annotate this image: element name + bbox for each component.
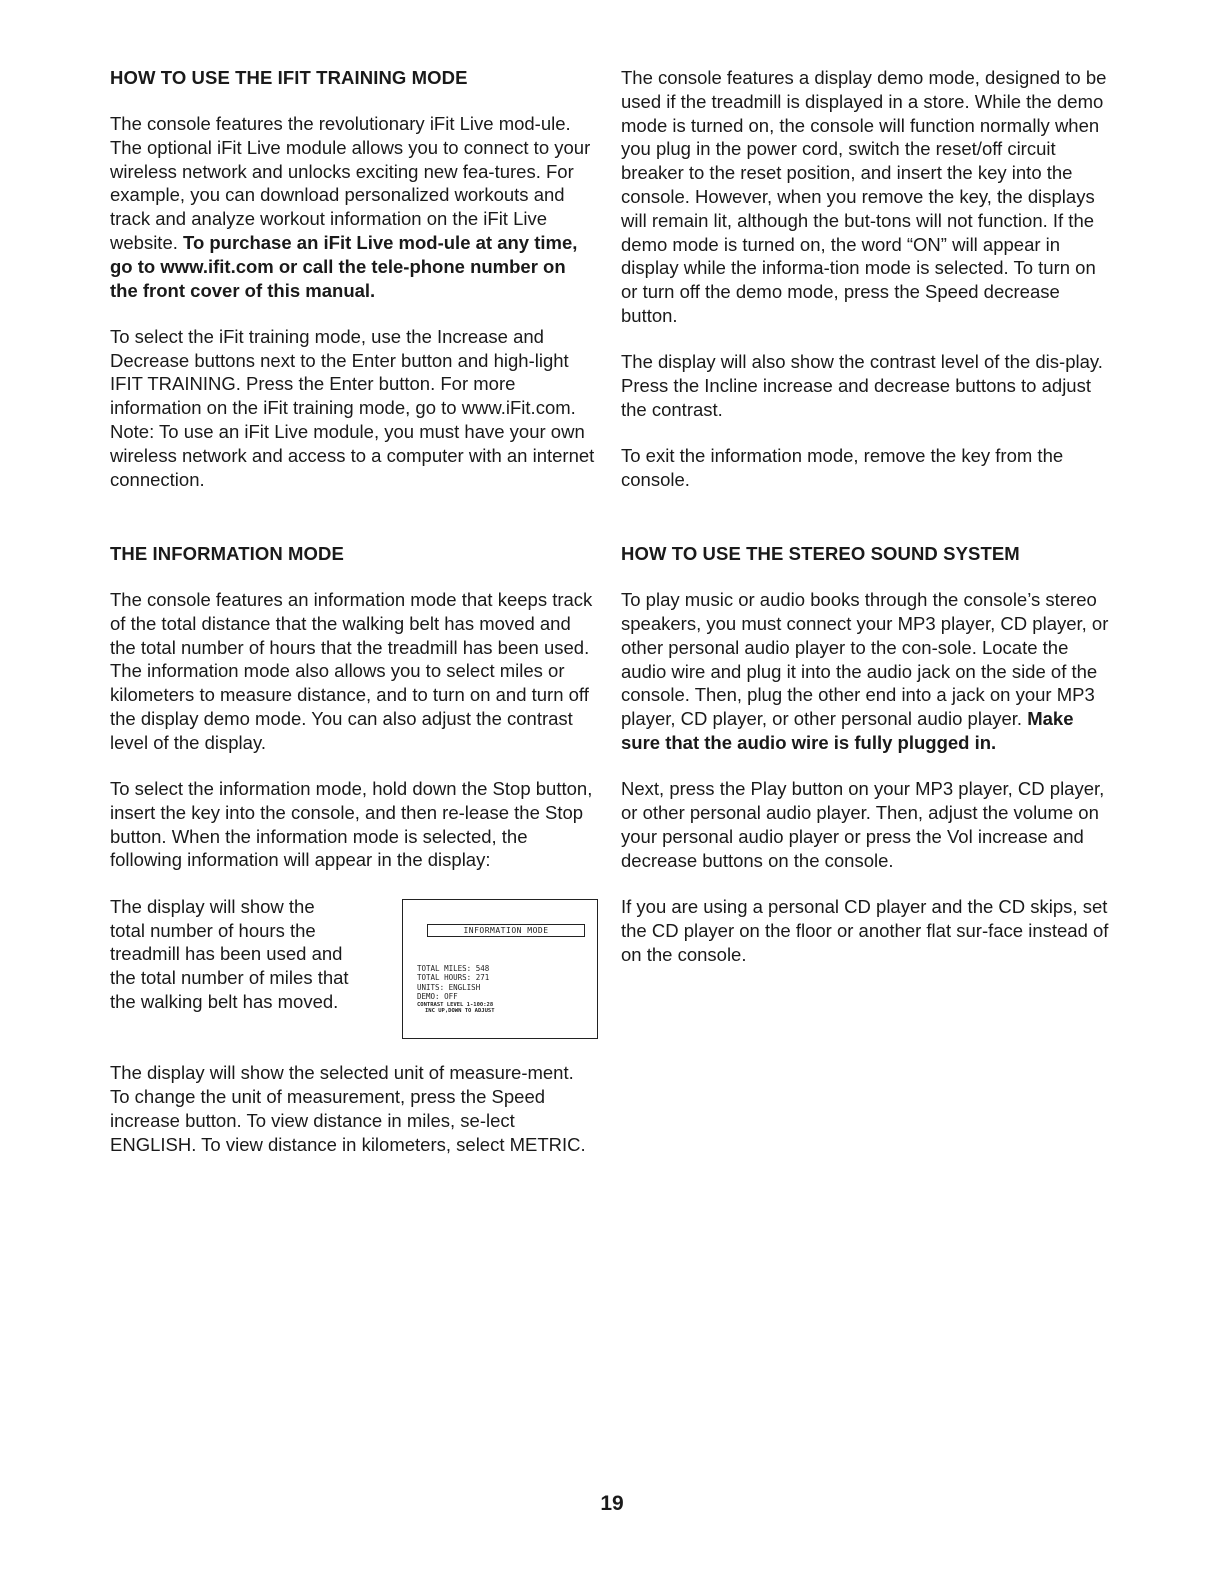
info-paragraph-4: The display will show the selected unit of measure-ment. To change the unit of measurement, press the Speed increase button. To view distance in miles, se-lect ENGLISH. To view distance in kilometers, select METRIC. xyxy=(110,1062,586,1155)
stereo-paragraph-1-text: To play music or audio books through the console’s stereo speakers, you must connect your MP3 player, CD player, or other personal audio player to the con-sole. Locate the audio wire and plug it into the audio jack on the side of the console. Then, plug the other end into a jack on your MP3 player, CD player, or other personal audio player. xyxy=(621,589,1109,730)
ifit-paragraph-1-text: The console features the revolutionary iFit Live mod-ule. The optional iFit Live module allows you to connect to your wireless network and unlocks exciting new fea-tures. For example, you can download personalized workouts and track and analyze workout information on the iFit Live website. xyxy=(110,113,591,253)
demo-paragraph-2: The display will also show the contrast level of the dis-play. Press the Incline increase and decrease buttons to adjust the contrast. xyxy=(621,351,1103,420)
lcd-contrast: CONTRAST LEVEL 1-100:28 xyxy=(417,1001,494,1008)
lcd-lines xyxy=(417,964,495,1014)
lcd-demo: DEMO: OFF xyxy=(417,992,458,1002)
demo-paragraph-1: The console features a display demo mode, designed to be used if the treadmill is displayed in a store. While the demo mode is turned on, the console will function normally when you plug in the power cord, switch the reset/off circuit breaker to the reset position, and insert the key into the console. However, when you remove the key, the displays will remain lit, although the but-tons will not function. If the demo mode is turned on, the word “ON” will appear in display while the informa-tion mode is selected. To turn on or turn off the demo mode, press the Speed decrease button. xyxy=(621,67,1107,326)
ifit-heading: HOW TO USE THE IFIT TRAINING MODE xyxy=(110,67,468,88)
info-paragraph-3: The display will show the total number of hours the treadmill has been used and the total number of miles that the walking belt has moved. xyxy=(110,895,349,1012)
info-figure-row xyxy=(110,895,598,1039)
ifit-paragraph-1 xyxy=(110,112,598,302)
stereo-warning: Make sure that the audio wire is fully plugged in. xyxy=(621,708,1074,754)
info-paragraph-2: To select the information mode, hold down the Stop button, insert the key into the console, and then re-lease the Stop button. When the information mode is selected, the following information will appear in the display: xyxy=(110,778,593,871)
demo-paragraph-3: To exit the information mode, remove the key from the console. xyxy=(621,445,1064,490)
right-column xyxy=(621,66,1109,989)
stereo-paragraph-2: Next, press the Play button on your MP3 player, CD player, or other personal audio player. Then, adjust the volume on your personal audio player or press the Vol increase and decrease buttons on the console. xyxy=(621,778,1105,871)
page-number: 19 xyxy=(600,1492,624,1515)
lcd-title: INFORMATION MODE xyxy=(427,924,585,937)
stereo-paragraph-1 xyxy=(621,588,1109,755)
lcd-total-hours: TOTAL HOURS: 271 xyxy=(417,973,490,983)
lcd-units: UNITS: ENGLISH xyxy=(417,982,481,992)
information-mode-display-illustration xyxy=(402,899,598,1039)
ifit-purchase-note: To purchase an iFit Live mod-ule at any time, go to www.ifit.com or call the tele-phone number on the front cover of this manual. xyxy=(110,231,578,301)
stereo-heading: HOW TO USE THE STEREO SOUND SYSTEM xyxy=(621,543,1020,565)
lcd-adjust-hint: INC UP,DOWN TO ADJUST xyxy=(425,1007,495,1014)
left-column xyxy=(110,66,598,1179)
ifit-paragraph-2: To select the iFit training mode, use the Increase and Decrease buttons next to the Enter button and high-light IFIT TRAINING. Press the Enter button. For more information on the iFit training mode, go to www.iFit.com. Note: To use an iFit Live module, you must have your own wireless network and access to a computer with an internet connection. xyxy=(110,325,595,490)
stereo-paragraph-3: If you are using a personal CD player and the CD skips, set the CD player on the floor or another flat sur-face instead of on the console. xyxy=(621,896,1109,965)
information-mode-heading: THE INFORMATION MODE xyxy=(110,542,344,564)
info-paragraph-1: The console features an information mode that keeps track of the total distance that the walking belt has moved and the total number of hours that the treadmill has been used. The information mode also allows you to select miles or kilometers to measure distance, and to turn on and turn off the display demo mode. You can also adjust the contrast level of the display. xyxy=(110,588,593,753)
lcd-total-miles: TOTAL MILES: 548 xyxy=(417,963,490,973)
